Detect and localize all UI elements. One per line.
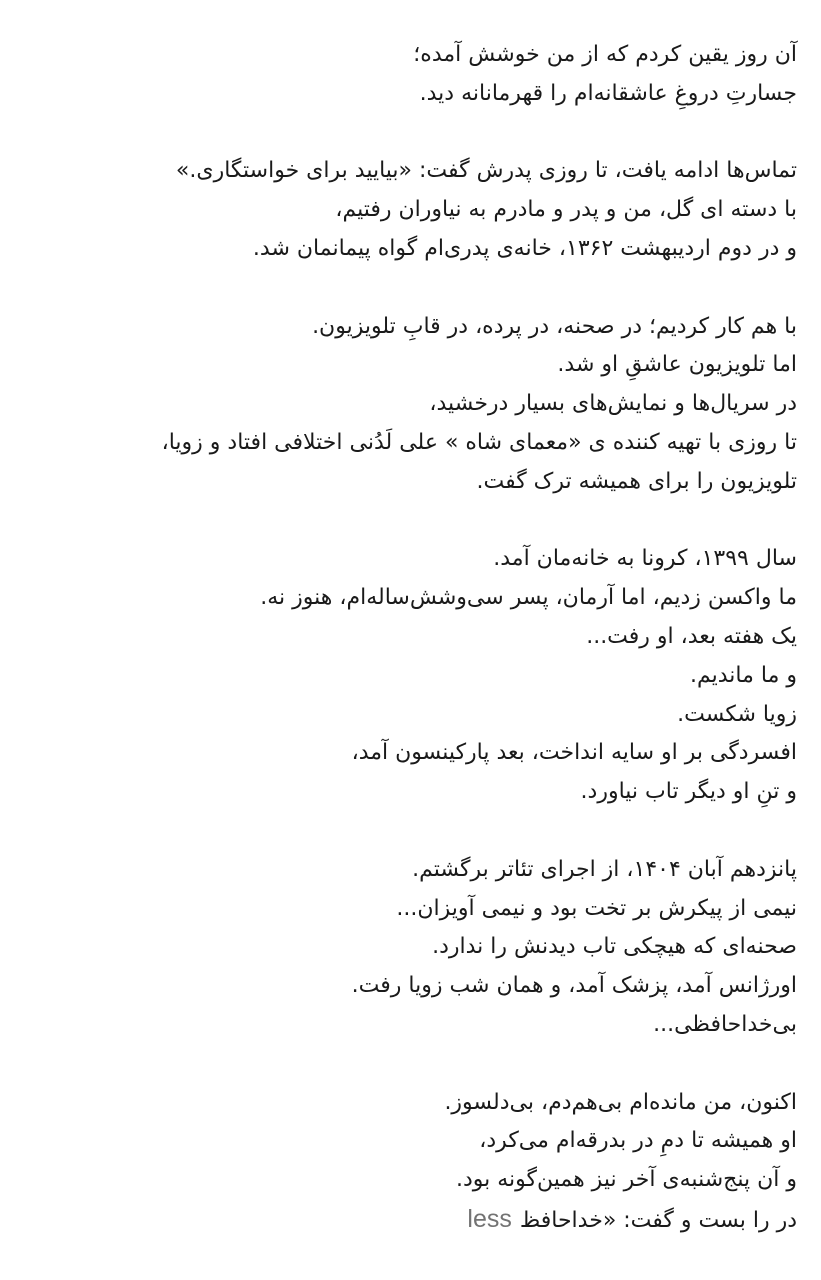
text-line: سال ۱۳۹۹، کرونا به خانه‌مان آمد.: [493, 546, 797, 572]
text-line: اما تلویزیون عاشقِ او شد.: [557, 352, 797, 378]
paragraph-5: [7, 851, 797, 1045]
text-line: جسارتِ دروغِ عاشقانه‌ام را قهرمانانه دید.: [419, 80, 797, 106]
text-line: زویا شکست.: [677, 701, 797, 727]
text-line: آن روز یقین کردم که از من خوشش آمده؛: [413, 42, 797, 67]
text-line: تا روزی با تهیه کننده ی «معمای شاه » علی لَدُنی اختلافی افتاد و زویا،: [161, 429, 797, 455]
text-line: اورژانس آمد، پزشک آمد، و همان شب زویا رفت.: [351, 973, 797, 999]
text-line: ما واکسن زدیم، اما آرمان، پسر سی‌وشش‌ساله‌ام، هنوز نه.: [260, 585, 797, 611]
last-line-with-less: [7, 1200, 797, 1241]
paragraph-4: [7, 540, 797, 812]
text-line: بی‌خداحافظی...: [653, 1011, 797, 1037]
text-line: در را بست و گفت: «خداحافظ: [519, 1207, 797, 1233]
text-line: نیمی از پیکرش بر تخت بود و نیمی آویزان...: [396, 895, 797, 921]
paragraph-2: [7, 152, 797, 268]
text-line: او همیشه تا دمِ در بدرقه‌ام می‌کرد،: [479, 1128, 797, 1154]
text-line: با هم کار کردیم؛ در صحنه، در پرده، در قابِ تلویزیون.: [312, 313, 797, 339]
text-line: تماس‌ها ادامه یافت، تا روزی پدرش گفت: «بیایید برای خواستگاری.»: [175, 158, 797, 184]
text-line: و آن پنج‌شنبه‌ی آخر نیز همین‌گونه بود.: [455, 1167, 797, 1193]
text-line: صحنه‌ای که هیچکی تاب دیدنش را ندارد.: [432, 934, 797, 960]
text-line: اکنون، من مانده‌ام بی‌هم‌دم، بی‌دلسوز.: [444, 1089, 797, 1115]
text-line: و ما ماندیم.: [689, 662, 797, 688]
text-line: در سریال‌ها و نمایش‌های بسیار درخشید،: [429, 391, 797, 417]
text-line: یک هفته بعد، او رفت...: [586, 623, 797, 649]
paragraph-3: [7, 308, 797, 502]
text-line: و در دوم اردیبهشت ۱۳۶۲، خانه‌ی پدری‌ام گواه پیمانمان شد.: [252, 235, 797, 261]
paragraph-6: [7, 1084, 797, 1241]
text-line: افسردگی بر او سایه انداخت، بعد پارکینسون آمد،: [351, 740, 797, 766]
text-line: پانزدهم آبان ۱۴۰۴، از اجرای تئاتر برگشتم.: [412, 856, 797, 882]
text-line: با دسته ای گل، من و پدر و مادرم به نیاوران رفتیم،: [335, 197, 797, 223]
post-caption: [7, 36, 797, 1280]
paragraph-1: [7, 36, 797, 114]
less-link[interactable]: less: [467, 1204, 512, 1233]
text-line: و تنِ او دیگر تاب نیاورد.: [580, 779, 797, 805]
text-line: تلویزیون را برای همیشه ترک گفت.: [476, 468, 797, 494]
